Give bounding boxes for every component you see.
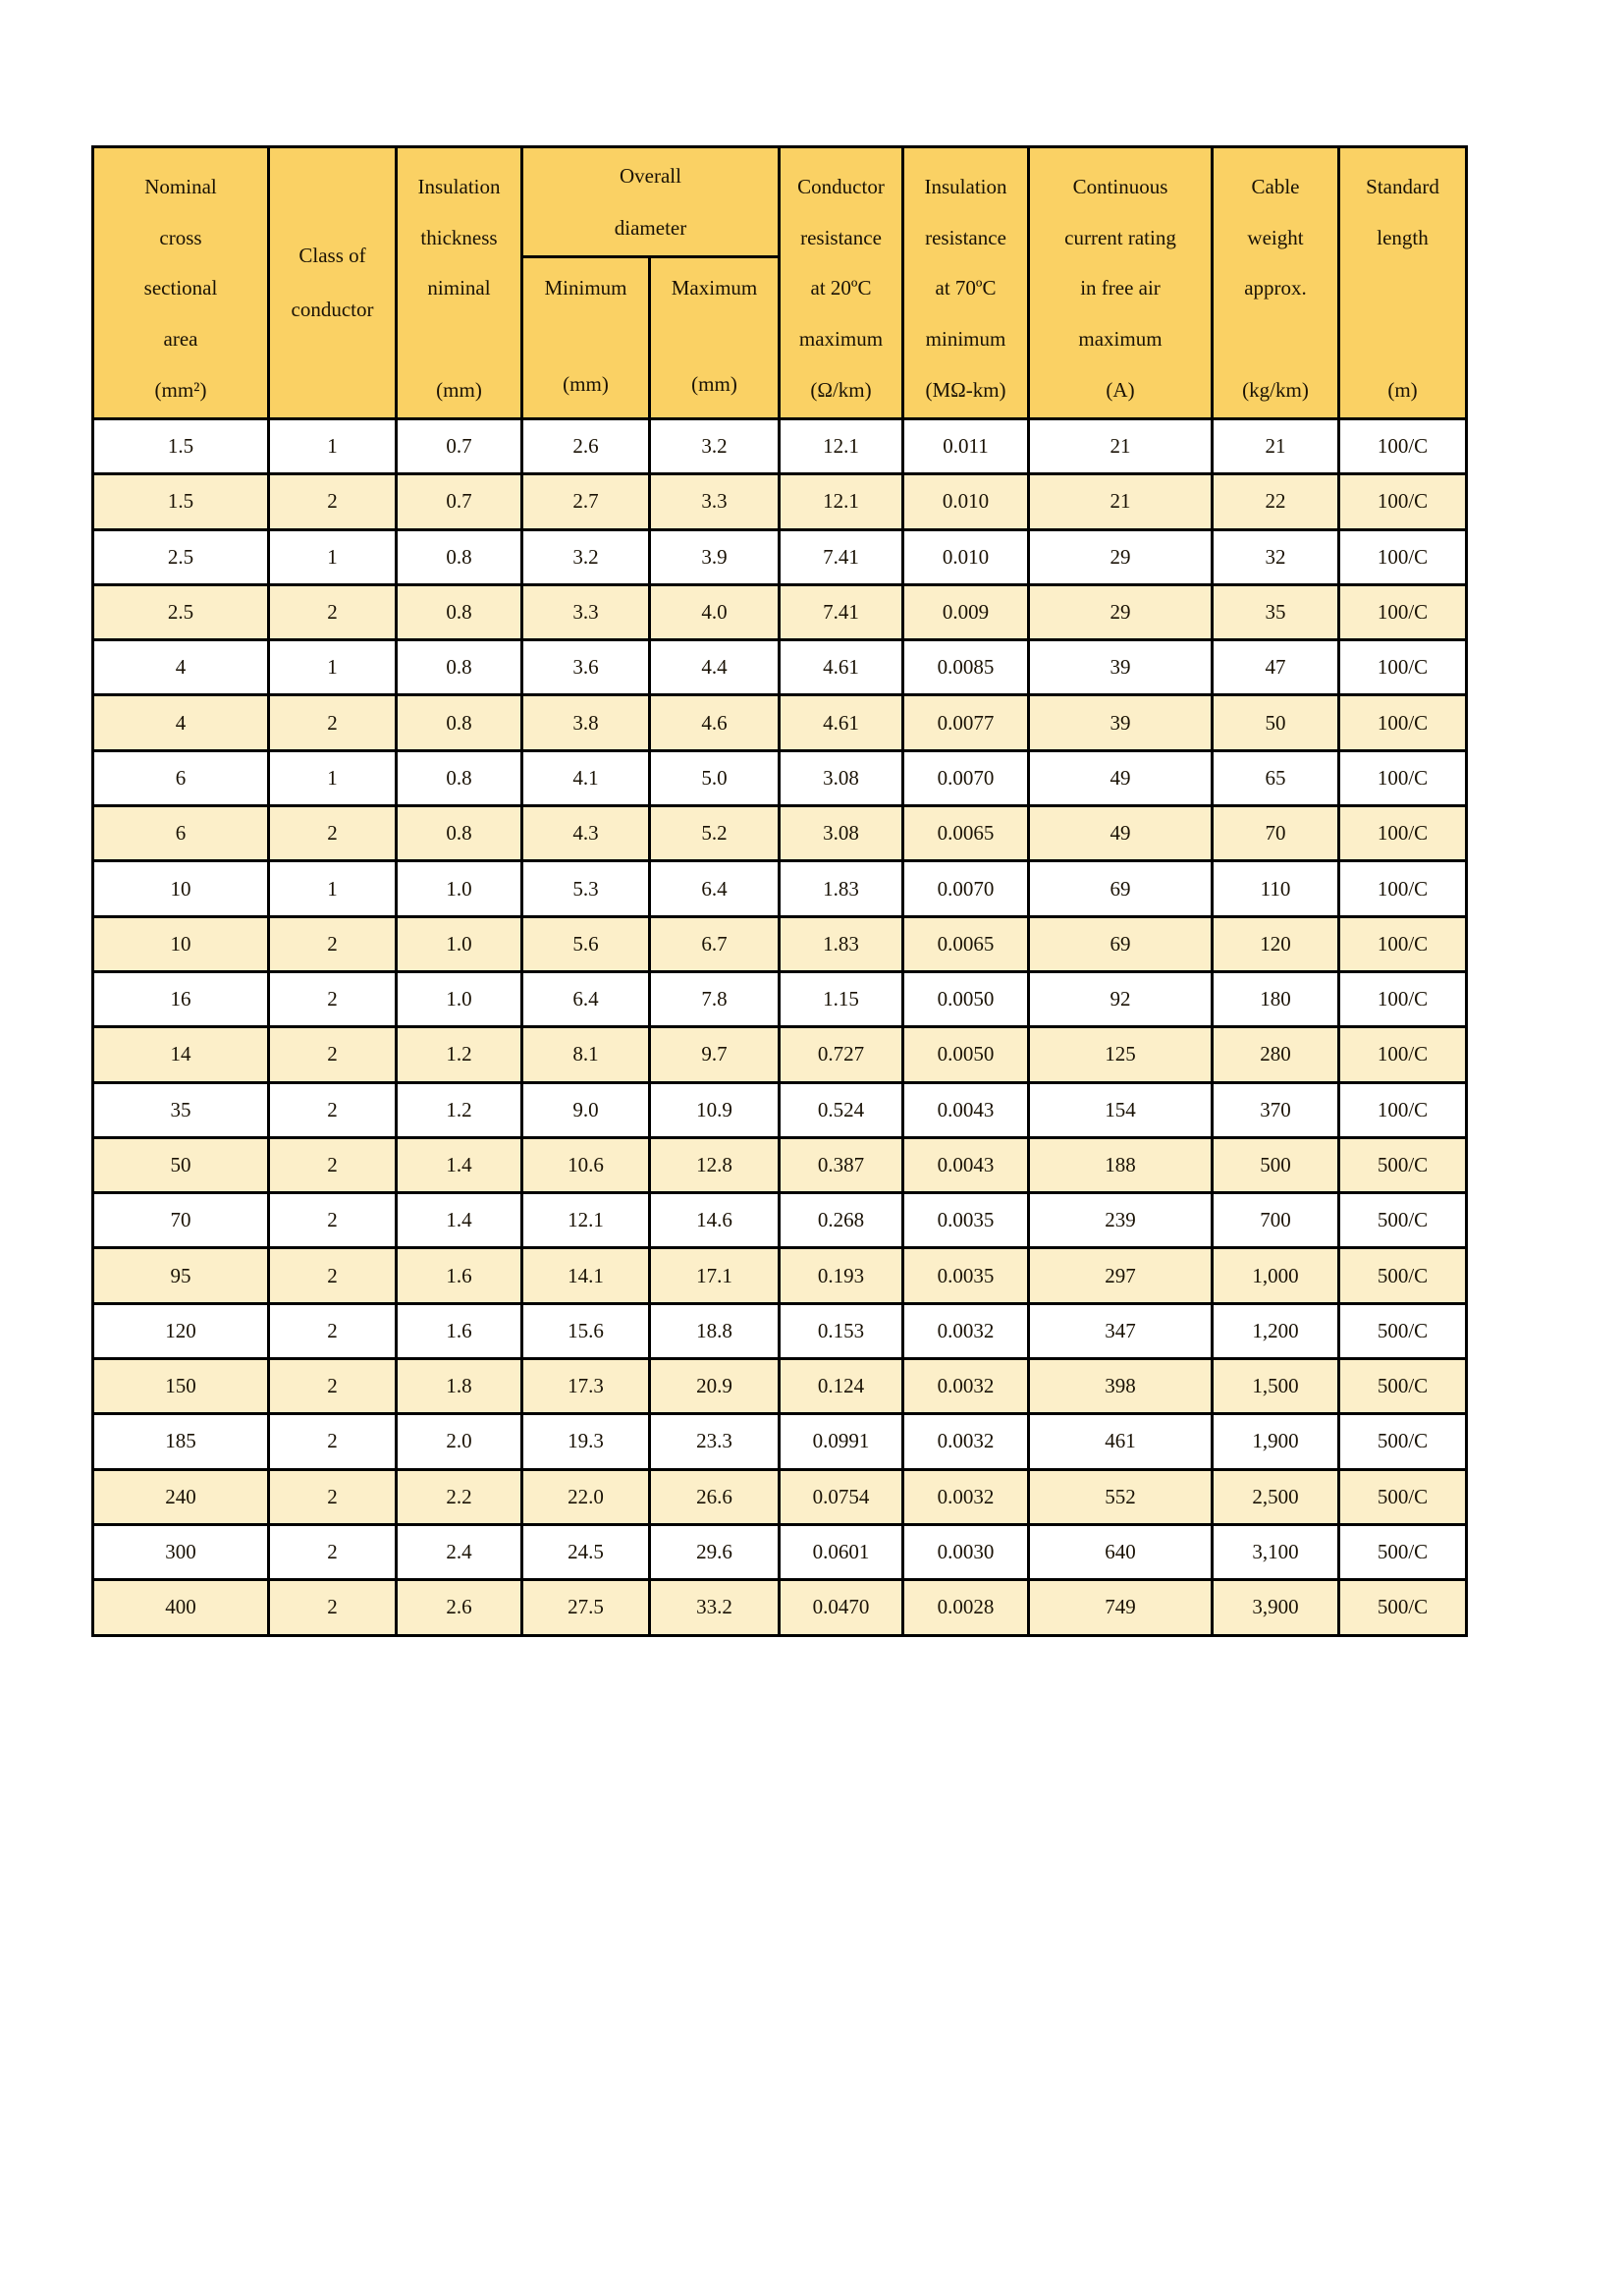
table-cell: 4.6 bbox=[650, 695, 780, 750]
table-cell: 3.8 bbox=[522, 695, 650, 750]
header-unit: (mm) bbox=[563, 371, 609, 396]
table-cell: 1,000 bbox=[1213, 1248, 1339, 1303]
header-conductor-resistance bbox=[780, 147, 903, 419]
table-cell: 400 bbox=[93, 1580, 269, 1635]
header-line: thickness bbox=[420, 225, 498, 249]
table-cell: 100/C bbox=[1339, 695, 1467, 750]
table-cell: 1.0 bbox=[397, 916, 522, 971]
table-cell: 3.2 bbox=[522, 529, 650, 584]
table-cell: 19.3 bbox=[522, 1414, 650, 1469]
table-cell: 29 bbox=[1029, 584, 1213, 639]
table-cell: 0.0032 bbox=[903, 1469, 1029, 1524]
table-cell: 2.7 bbox=[522, 474, 650, 529]
header-line: in free air bbox=[1080, 276, 1161, 301]
table-row bbox=[93, 1193, 1467, 1248]
table-cell: 0.524 bbox=[780, 1082, 903, 1137]
header-line: Overall bbox=[620, 163, 681, 188]
table-cell: 7.41 bbox=[780, 584, 903, 639]
table-cell: 69 bbox=[1029, 861, 1213, 916]
table-cell: 17.1 bbox=[650, 1248, 780, 1303]
table-cell: 3.6 bbox=[522, 640, 650, 695]
table-cell: 22 bbox=[1213, 474, 1339, 529]
table-cell: 0.0601 bbox=[780, 1524, 903, 1579]
table-cell: 35 bbox=[1213, 584, 1339, 639]
table-cell: 1.4 bbox=[397, 1137, 522, 1192]
table-cell: 0.7 bbox=[397, 419, 522, 474]
table-cell: 0.8 bbox=[397, 750, 522, 805]
table-cell: 10.9 bbox=[650, 1082, 780, 1137]
table-cell: 100/C bbox=[1339, 584, 1467, 639]
table-cell: 1.5 bbox=[93, 474, 269, 529]
header-line bbox=[1340, 314, 1465, 365]
table-cell: 2 bbox=[269, 474, 397, 529]
table-cell: 1.15 bbox=[780, 971, 903, 1026]
table-cell: 2 bbox=[269, 1414, 397, 1469]
table-cell: 50 bbox=[1213, 695, 1339, 750]
header-line bbox=[1214, 314, 1337, 365]
header-unit: (MΩ-km) bbox=[925, 378, 1006, 403]
header-nominal-area bbox=[93, 147, 269, 419]
header-conductor-class bbox=[269, 147, 397, 419]
table-cell: 0.0043 bbox=[903, 1082, 1029, 1137]
table-cell: 10 bbox=[93, 916, 269, 971]
table-cell: 1 bbox=[269, 750, 397, 805]
table-cell: 2 bbox=[269, 1137, 397, 1192]
table-cell: 2 bbox=[269, 1580, 397, 1635]
table-cell: 240 bbox=[93, 1469, 269, 1524]
table-body bbox=[93, 419, 1467, 1636]
table-cell: 6 bbox=[93, 806, 269, 861]
table-cell: 2.2 bbox=[397, 1469, 522, 1524]
table-cell: 150 bbox=[93, 1359, 269, 1414]
table-cell: 297 bbox=[1029, 1248, 1213, 1303]
header-unit: (m) bbox=[1387, 378, 1418, 403]
table-cell: 2 bbox=[269, 1248, 397, 1303]
table-cell: 32 bbox=[1213, 529, 1339, 584]
table-cell: 188 bbox=[1029, 1137, 1213, 1192]
table-cell: 3.2 bbox=[650, 419, 780, 474]
table-cell: 125 bbox=[1029, 1027, 1213, 1082]
table-cell: 27.5 bbox=[522, 1580, 650, 1635]
table-cell: 50 bbox=[93, 1137, 269, 1192]
table-cell: 0.0070 bbox=[903, 861, 1029, 916]
table-cell: 9.0 bbox=[522, 1082, 650, 1137]
table-cell: 100/C bbox=[1339, 1027, 1467, 1082]
table-cell: 0.0085 bbox=[903, 640, 1029, 695]
header-line: Insulation bbox=[924, 174, 1007, 198]
table-cell: 49 bbox=[1029, 750, 1213, 805]
table-cell: 21 bbox=[1029, 419, 1213, 474]
header-line bbox=[1340, 263, 1465, 314]
table-row bbox=[93, 695, 1467, 750]
table-cell: 69 bbox=[1029, 916, 1213, 971]
header-insulation-thickness bbox=[397, 147, 522, 419]
table-cell: 6.4 bbox=[650, 861, 780, 916]
table-cell: 14 bbox=[93, 1027, 269, 1082]
table-cell: 500/C bbox=[1339, 1524, 1467, 1579]
header-line: Minimum bbox=[544, 275, 627, 300]
table-cell: 92 bbox=[1029, 971, 1213, 1026]
table-cell: 17.3 bbox=[522, 1359, 650, 1414]
table-cell: 12.1 bbox=[780, 474, 903, 529]
table-cell: 2.5 bbox=[93, 584, 269, 639]
table-cell: 180 bbox=[1213, 971, 1339, 1026]
table-cell: 0.0035 bbox=[903, 1193, 1029, 1248]
header-line bbox=[398, 314, 520, 365]
table-cell: 100/C bbox=[1339, 916, 1467, 971]
table-cell: 35 bbox=[93, 1082, 269, 1137]
header-line: maximum bbox=[1078, 327, 1163, 352]
table-cell: 100/C bbox=[1339, 474, 1467, 529]
table-cell: 2 bbox=[269, 695, 397, 750]
table-cell: 23.3 bbox=[650, 1414, 780, 1469]
table-row bbox=[93, 1027, 1467, 1082]
header-line: resistance bbox=[800, 225, 882, 249]
table-cell: 2.0 bbox=[397, 1414, 522, 1469]
table-cell: 0.0070 bbox=[903, 750, 1029, 805]
table-row bbox=[93, 861, 1467, 916]
header-overall-diameter bbox=[522, 147, 780, 257]
table-cell: 100/C bbox=[1339, 1082, 1467, 1137]
table-cell: 0.0077 bbox=[903, 695, 1029, 750]
table-cell: 2 bbox=[269, 1082, 397, 1137]
table-cell: 0.0032 bbox=[903, 1414, 1029, 1469]
table-cell: 1.83 bbox=[780, 861, 903, 916]
table-cell: 239 bbox=[1029, 1193, 1213, 1248]
table-cell: 700 bbox=[1213, 1193, 1339, 1248]
table-cell: 70 bbox=[93, 1193, 269, 1248]
table-cell: 2 bbox=[269, 584, 397, 639]
table-cell: 2.5 bbox=[93, 529, 269, 584]
header-line: niminal bbox=[427, 276, 491, 301]
table-cell: 1.6 bbox=[397, 1303, 522, 1358]
table-cell: 110 bbox=[1213, 861, 1339, 916]
table-cell: 6 bbox=[93, 750, 269, 805]
cable-spec-table bbox=[91, 145, 1468, 1637]
table-cell: 500/C bbox=[1339, 1580, 1467, 1635]
table-cell: 4.0 bbox=[650, 584, 780, 639]
header-unit: (A) bbox=[1106, 378, 1135, 403]
table-row bbox=[93, 1359, 1467, 1414]
table-cell: 0.8 bbox=[397, 806, 522, 861]
table-cell: 9.7 bbox=[650, 1027, 780, 1082]
table-cell: 0.7 bbox=[397, 474, 522, 529]
table-cell: 24.5 bbox=[522, 1524, 650, 1579]
table-cell: 1.8 bbox=[397, 1359, 522, 1414]
header-unit: (mm²) bbox=[154, 378, 207, 403]
table-cell: 2 bbox=[269, 1469, 397, 1524]
table-cell: 0.0028 bbox=[903, 1580, 1029, 1635]
table-cell: 100/C bbox=[1339, 971, 1467, 1026]
table-cell: 70 bbox=[1213, 806, 1339, 861]
header-unit: (mm) bbox=[436, 378, 482, 403]
table-cell: 500/C bbox=[1339, 1193, 1467, 1248]
table-cell: 2,500 bbox=[1213, 1469, 1339, 1524]
table-cell: 95 bbox=[93, 1248, 269, 1303]
table-cell: 2.6 bbox=[397, 1580, 522, 1635]
header-line: Nominal bbox=[144, 174, 217, 198]
table-cell: 1,900 bbox=[1213, 1414, 1339, 1469]
table-cell: 0.011 bbox=[903, 419, 1029, 474]
table-header bbox=[93, 147, 1467, 419]
table-cell: 347 bbox=[1029, 1303, 1213, 1358]
table-cell: 1 bbox=[269, 640, 397, 695]
table-cell: 65 bbox=[1213, 750, 1339, 805]
table-cell: 0.8 bbox=[397, 695, 522, 750]
table-cell: 1,500 bbox=[1213, 1359, 1339, 1414]
table-row bbox=[93, 419, 1467, 474]
header-line: diameter bbox=[614, 215, 687, 240]
table-cell: 0.0050 bbox=[903, 1027, 1029, 1082]
table-cell: 100/C bbox=[1339, 750, 1467, 805]
table-cell: 749 bbox=[1029, 1580, 1213, 1635]
table-cell: 39 bbox=[1029, 695, 1213, 750]
table-cell: 120 bbox=[93, 1303, 269, 1358]
table-cell: 12.1 bbox=[522, 1193, 650, 1248]
table-cell: 1.2 bbox=[397, 1082, 522, 1137]
table-cell: 0.0754 bbox=[780, 1469, 903, 1524]
table-cell: 2.6 bbox=[522, 419, 650, 474]
table-cell: 4.61 bbox=[780, 640, 903, 695]
header-line: Insulation bbox=[417, 174, 501, 198]
table-cell: 47 bbox=[1213, 640, 1339, 695]
table-row bbox=[93, 971, 1467, 1026]
header-line: current rating bbox=[1064, 225, 1176, 249]
table-cell: 500/C bbox=[1339, 1137, 1467, 1192]
table-cell: 0.0991 bbox=[780, 1414, 903, 1469]
table-cell: 8.1 bbox=[522, 1027, 650, 1082]
table-cell: 0.8 bbox=[397, 529, 522, 584]
table-cell: 1 bbox=[269, 529, 397, 584]
header-line: Cable bbox=[1251, 174, 1300, 198]
table-cell: 2.4 bbox=[397, 1524, 522, 1579]
table-row bbox=[93, 529, 1467, 584]
table-cell: 12.1 bbox=[780, 419, 903, 474]
table-cell: 1.2 bbox=[397, 1027, 522, 1082]
table-cell: 100/C bbox=[1339, 861, 1467, 916]
table-cell: 29.6 bbox=[650, 1524, 780, 1579]
table-cell: 100/C bbox=[1339, 419, 1467, 474]
table-cell: 49 bbox=[1029, 806, 1213, 861]
table-cell: 14.1 bbox=[522, 1248, 650, 1303]
table-cell: 3.08 bbox=[780, 806, 903, 861]
table-cell: 1 bbox=[269, 861, 397, 916]
table-cell: 0.727 bbox=[780, 1027, 903, 1082]
table-cell: 2 bbox=[269, 971, 397, 1026]
table-row bbox=[93, 1303, 1467, 1358]
table-cell: 500/C bbox=[1339, 1469, 1467, 1524]
table-cell: 640 bbox=[1029, 1524, 1213, 1579]
table-cell: 500/C bbox=[1339, 1414, 1467, 1469]
table-cell: 7.8 bbox=[650, 971, 780, 1026]
table-cell: 500/C bbox=[1339, 1248, 1467, 1303]
header-standard-length bbox=[1339, 147, 1467, 419]
table-cell: 0.0065 bbox=[903, 916, 1029, 971]
table-cell: 12.8 bbox=[650, 1137, 780, 1192]
table-cell: 0.0035 bbox=[903, 1248, 1029, 1303]
table-row bbox=[93, 916, 1467, 971]
table-cell: 0.268 bbox=[780, 1193, 903, 1248]
table-row bbox=[93, 1248, 1467, 1303]
table-cell: 0.0030 bbox=[903, 1524, 1029, 1579]
table-cell: 1,200 bbox=[1213, 1303, 1339, 1358]
table-cell: 552 bbox=[1029, 1469, 1213, 1524]
table-cell: 0.009 bbox=[903, 584, 1029, 639]
table-cell: 0.8 bbox=[397, 584, 522, 639]
table-cell: 0.010 bbox=[903, 474, 1029, 529]
table-cell: 100/C bbox=[1339, 640, 1467, 695]
header-current-rating bbox=[1029, 147, 1213, 419]
table-cell: 3.9 bbox=[650, 529, 780, 584]
header-line: area bbox=[163, 327, 198, 352]
header-line: Maximum bbox=[671, 275, 758, 300]
table-cell: 0.387 bbox=[780, 1137, 903, 1192]
header-line: at 70ºC bbox=[935, 276, 997, 301]
table-cell: 185 bbox=[93, 1414, 269, 1469]
table-cell: 300 bbox=[93, 1524, 269, 1579]
table-cell: 2 bbox=[269, 806, 397, 861]
table-cell: 500/C bbox=[1339, 1359, 1467, 1414]
table-cell: 0.0043 bbox=[903, 1137, 1029, 1192]
table-cell: 500/C bbox=[1339, 1303, 1467, 1358]
table-row bbox=[93, 1082, 1467, 1137]
table-cell: 461 bbox=[1029, 1414, 1213, 1469]
table-row bbox=[93, 1414, 1467, 1469]
table-cell: 4.4 bbox=[650, 640, 780, 695]
header-line: maximum bbox=[798, 327, 884, 352]
header-unit: (kg/km) bbox=[1242, 378, 1309, 403]
header-unit: (Ω/km) bbox=[810, 378, 872, 403]
header-minimum bbox=[522, 257, 650, 419]
table-cell: 4.3 bbox=[522, 806, 650, 861]
header-line: length bbox=[1377, 225, 1429, 249]
header-line: at 20ºC bbox=[810, 276, 872, 301]
table-cell: 0.0050 bbox=[903, 971, 1029, 1026]
table-cell: 26.6 bbox=[650, 1469, 780, 1524]
table-row bbox=[93, 1137, 1467, 1192]
header-line: sectional bbox=[143, 276, 218, 301]
table-cell: 15.6 bbox=[522, 1303, 650, 1358]
table-row bbox=[93, 806, 1467, 861]
table-cell: 22.0 bbox=[522, 1469, 650, 1524]
table-cell: 5.2 bbox=[650, 806, 780, 861]
table-cell: 4.1 bbox=[522, 750, 650, 805]
table-cell: 33.2 bbox=[650, 1580, 780, 1635]
table-cell: 3,100 bbox=[1213, 1524, 1339, 1579]
header-unit: (mm) bbox=[691, 371, 737, 396]
table-cell: 120 bbox=[1213, 916, 1339, 971]
table-cell: 1 bbox=[269, 419, 397, 474]
header-cable-weight bbox=[1213, 147, 1339, 419]
table-cell: 6.7 bbox=[650, 916, 780, 971]
table-row bbox=[93, 640, 1467, 695]
header-line: Class of bbox=[298, 244, 366, 267]
table-cell: 2 bbox=[269, 1524, 397, 1579]
table-cell: 100/C bbox=[1339, 529, 1467, 584]
table-cell: 1.0 bbox=[397, 971, 522, 1026]
table-cell: 20.9 bbox=[650, 1359, 780, 1414]
table-cell: 5.6 bbox=[522, 916, 650, 971]
table-cell: 18.8 bbox=[650, 1303, 780, 1358]
table-cell: 0.153 bbox=[780, 1303, 903, 1358]
table-cell: 1.4 bbox=[397, 1193, 522, 1248]
table-cell: 21 bbox=[1213, 419, 1339, 474]
header-line: weight bbox=[1247, 225, 1304, 249]
header-line: Conductor bbox=[797, 174, 885, 198]
table-cell: 4.61 bbox=[780, 695, 903, 750]
table-cell: 21 bbox=[1029, 474, 1213, 529]
table-cell: 7.41 bbox=[780, 529, 903, 584]
table-cell: 1.0 bbox=[397, 861, 522, 916]
table-cell: 29 bbox=[1029, 529, 1213, 584]
table-cell: 3.08 bbox=[780, 750, 903, 805]
header-line: Continuous bbox=[1072, 174, 1168, 198]
table-cell: 1.83 bbox=[780, 916, 903, 971]
table-cell: 0.0032 bbox=[903, 1359, 1029, 1414]
table-cell: 10.6 bbox=[522, 1137, 650, 1192]
table-cell: 2 bbox=[269, 1303, 397, 1358]
table-cell: 154 bbox=[1029, 1082, 1213, 1137]
table-cell: 2 bbox=[269, 1027, 397, 1082]
table-cell: 5.0 bbox=[650, 750, 780, 805]
header-insulation-resistance bbox=[903, 147, 1029, 419]
table-cell: 16 bbox=[93, 971, 269, 1026]
table-row bbox=[93, 750, 1467, 805]
table-cell: 3.3 bbox=[522, 584, 650, 639]
table-row bbox=[93, 474, 1467, 529]
table-cell: 1.6 bbox=[397, 1248, 522, 1303]
table-cell: 10 bbox=[93, 861, 269, 916]
header-line: minimum bbox=[925, 327, 1006, 352]
table-cell: 4 bbox=[93, 640, 269, 695]
table-cell: 0.193 bbox=[780, 1248, 903, 1303]
table-cell: 100/C bbox=[1339, 806, 1467, 861]
table-cell: 500 bbox=[1213, 1137, 1339, 1192]
table-cell: 1.5 bbox=[93, 419, 269, 474]
header-maximum bbox=[650, 257, 780, 419]
table-cell: 6.4 bbox=[522, 971, 650, 1026]
table-cell: 4 bbox=[93, 695, 269, 750]
header-line: cross bbox=[159, 225, 202, 249]
header-line: conductor bbox=[291, 298, 374, 321]
table-row bbox=[93, 1524, 1467, 1579]
table-cell: 280 bbox=[1213, 1027, 1339, 1082]
table-cell: 2 bbox=[269, 1193, 397, 1248]
table-cell: 0.8 bbox=[397, 640, 522, 695]
table-cell: 398 bbox=[1029, 1359, 1213, 1414]
table-row bbox=[93, 1469, 1467, 1524]
table-row bbox=[93, 1580, 1467, 1635]
table-cell: 3.3 bbox=[650, 474, 780, 529]
table-cell: 0.0032 bbox=[903, 1303, 1029, 1358]
header-line: Standard bbox=[1366, 174, 1439, 198]
header-line: approx. bbox=[1244, 276, 1307, 301]
table-cell: 0.124 bbox=[780, 1359, 903, 1414]
header-line: resistance bbox=[925, 225, 1006, 249]
table-row bbox=[93, 584, 1467, 639]
table-cell: 2 bbox=[269, 1359, 397, 1414]
table-cell: 0.010 bbox=[903, 529, 1029, 584]
table-cell: 3,900 bbox=[1213, 1580, 1339, 1635]
table-cell: 0.0065 bbox=[903, 806, 1029, 861]
table-cell: 14.6 bbox=[650, 1193, 780, 1248]
table-cell: 5.3 bbox=[522, 861, 650, 916]
table-cell: 370 bbox=[1213, 1082, 1339, 1137]
table-cell: 39 bbox=[1029, 640, 1213, 695]
table-cell: 2 bbox=[269, 916, 397, 971]
table-cell: 0.0470 bbox=[780, 1580, 903, 1635]
